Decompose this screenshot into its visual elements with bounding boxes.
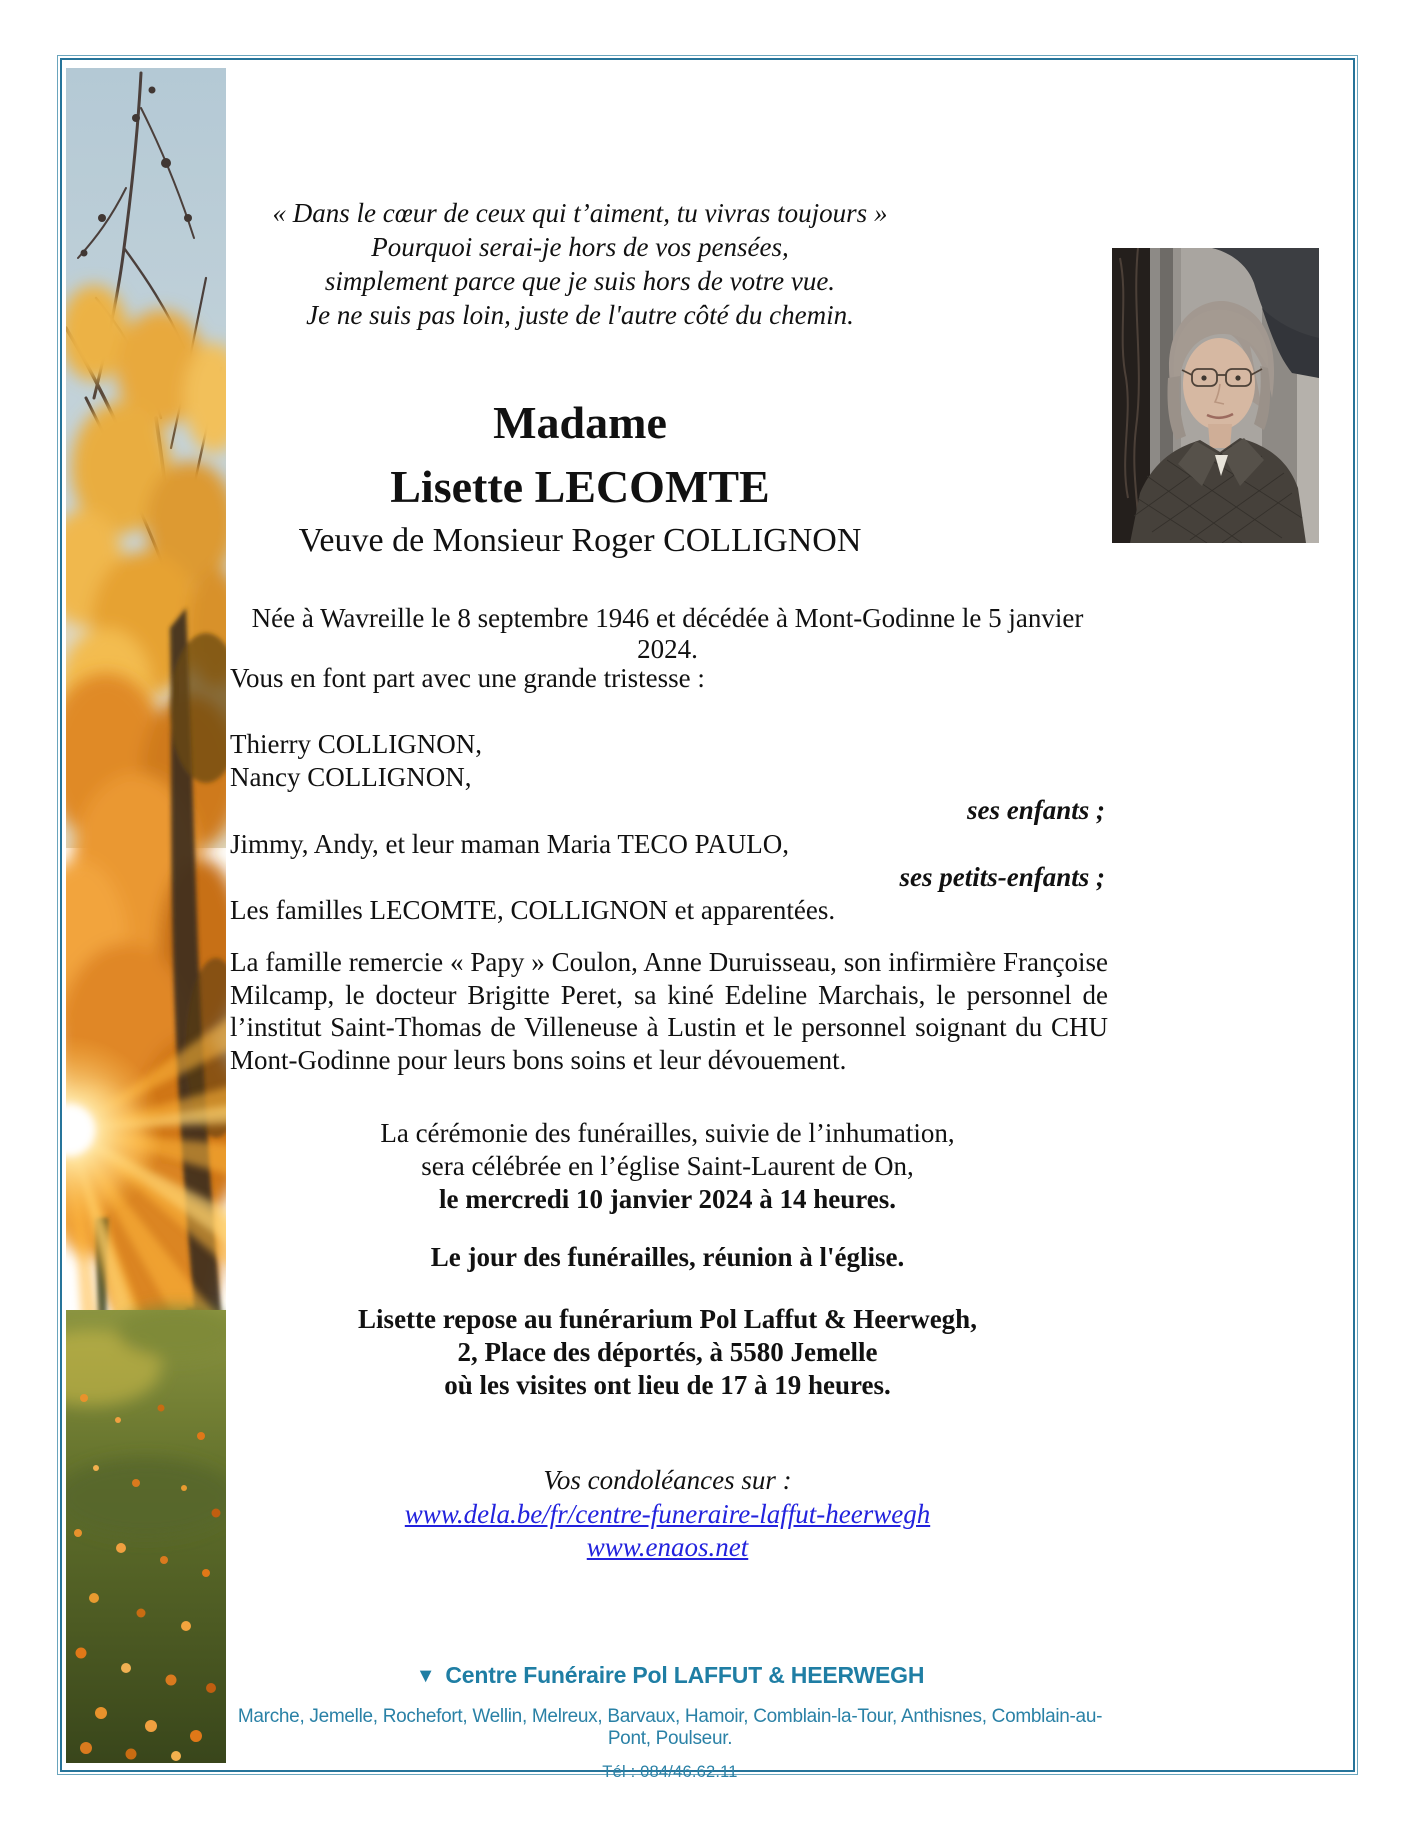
memorial-quote xyxy=(230,196,930,332)
thanks-paragraph: La famille remercie « Papy » Coulon, Anne Duruisseau, son infirmière Françoise Milcamp, le docteur Brigitte Peret, sa kiné Edeline Marchais, le personnel de l’institut Saint-Thomas de Villeneuse à Lustin et le personnel soignant du CHU Mont-Godinne pour leurs bons soins et leur dévouement. xyxy=(230,947,1108,1075)
repose-line: Lisette repose au funérarium Pol Laffut & Heerwegh, xyxy=(358,1304,977,1334)
funeral-home-locations: Marche, Jemelle, Rochefort, Wellin, Melreux, Barvaux, Hamoir, Comblain-la-Tour, Anthisnes, Comblain-au-Pont, Poulseur. xyxy=(237,1706,1103,1749)
announcement-line: Vous en font part avec une grande tristesse : xyxy=(230,663,705,693)
quote-line: simplement parce que je suis hors de votre vue. xyxy=(324,266,836,296)
family-member: Jimmy, Andy, et leur maman Maria TECO PAULO, xyxy=(230,828,789,859)
condolences-link-dela[interactable]: www.dela.be/fr/centre-funeraire-laffut-heerwegh xyxy=(404,1498,931,1529)
condolences-label: Vos condoléances sur : xyxy=(543,1465,792,1495)
birth-death-line: Née à Wavreille le 8 septembre 1946 et décédée à Mont-Godinne le 5 janvier 2024. xyxy=(251,603,1084,664)
deceased-title xyxy=(230,391,930,519)
down-triangle-icon: ▼ xyxy=(415,1665,436,1687)
funeral-home-phone: Tél : 084/46.62.11 xyxy=(602,1763,738,1781)
portrait-illustration xyxy=(1112,248,1319,543)
funeral-home-footer xyxy=(230,1662,1110,1782)
portrait-photo xyxy=(1112,248,1319,543)
family-member: Les familles LECOMTE, COLLIGNON et apparentées. xyxy=(230,895,836,926)
children-label: ses enfants ; xyxy=(966,795,1105,826)
quote-line: Pourquoi serai-je hors de vos pensées, xyxy=(371,232,789,262)
autumn-photo-illustration xyxy=(66,68,226,1763)
quote-line: Je ne suis pas loin, juste de l'autre côté du chemin. xyxy=(306,300,854,330)
family-list xyxy=(230,728,1105,927)
repose-details xyxy=(230,1303,1105,1402)
family-member: Nancy COLLIGNON, xyxy=(230,762,472,793)
condolences-link-enaos[interactable]: www.enaos.net xyxy=(586,1532,749,1562)
meeting-line: Le jour des funérailles, réunion à l'église. xyxy=(430,1242,905,1272)
grandchildren-label: ses petits-enfants ; xyxy=(899,861,1105,892)
repose-line: où les visites ont lieu de 17 à 19 heures. xyxy=(444,1370,891,1400)
autumn-photo-strip xyxy=(66,68,226,1763)
ceremony-details xyxy=(230,1117,1105,1216)
ceremony-line: La cérémonie des funérailles, suivie de l’inhumation, xyxy=(380,1118,955,1148)
condolences-section xyxy=(230,1464,1105,1565)
funeral-home-name: Centre Funéraire Pol LAFFUT & HEERWEGH xyxy=(445,1662,925,1688)
quote-line: « Dans le cœur de ceux qui t’aiment, tu vivras toujours » xyxy=(272,198,888,228)
deceased-salutation: Madame xyxy=(493,397,667,448)
deceased-subtitle: Veuve de Monsieur Roger COLLIGNON xyxy=(298,522,862,559)
funeral-home-brand xyxy=(230,1662,1110,1689)
ceremony-line: sera célébrée en l’église Saint-Laurent de On, xyxy=(421,1151,914,1181)
family-member: Thierry COLLIGNON, xyxy=(230,729,482,759)
repose-line: 2, Place des déportés, à 5580 Jemelle xyxy=(457,1337,878,1367)
ceremony-date-line: le mercredi 10 janvier 2024 à 14 heures. xyxy=(439,1184,896,1214)
deceased-name: Lisette LECOMTE xyxy=(390,461,770,512)
